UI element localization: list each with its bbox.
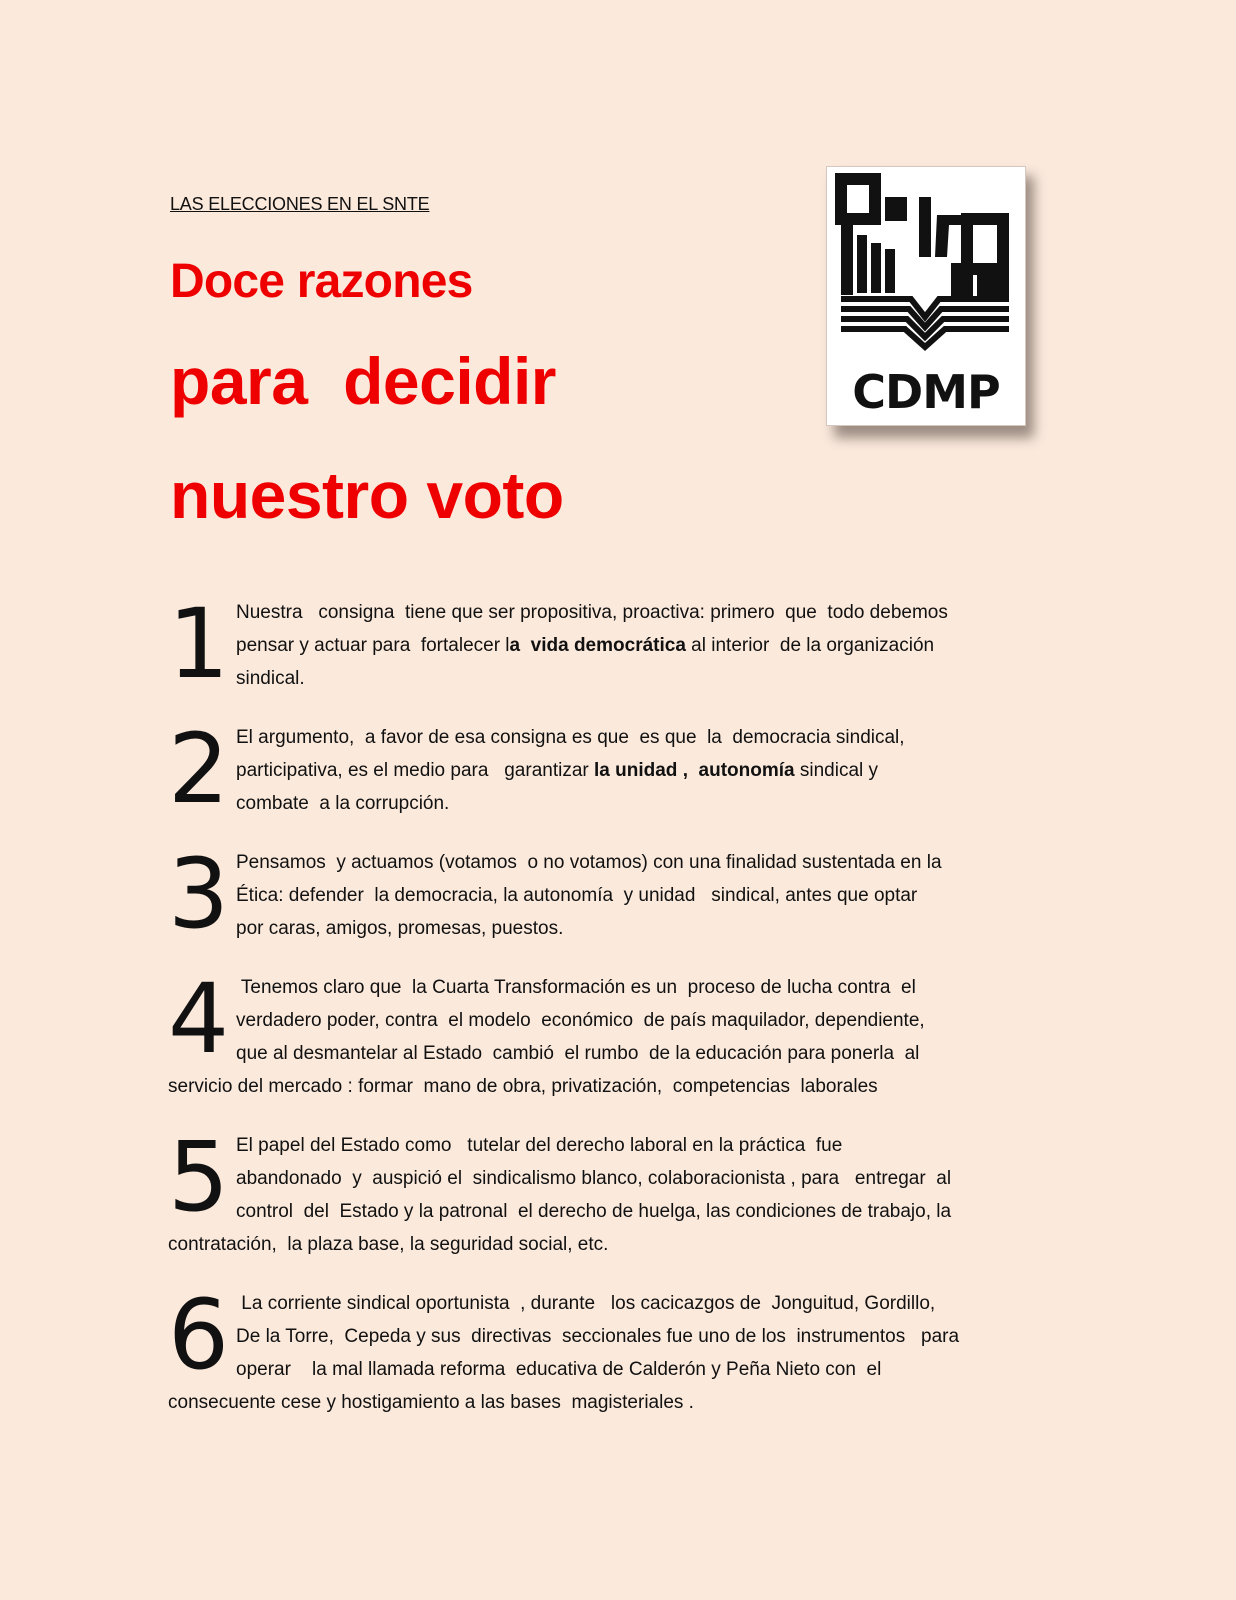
reason-line <box>168 971 1068 1004</box>
text-run: por caras, amigos, promesas, puestos. <box>236 918 564 939</box>
reason-line <box>168 1353 1068 1386</box>
reason-text <box>168 588 1068 700</box>
reason-item <box>168 588 1068 700</box>
reason-line <box>168 1195 1068 1228</box>
reason-line <box>168 846 1068 879</box>
reason-line <box>168 629 1068 662</box>
bold-text: a vida democrática <box>509 635 686 656</box>
reason-line <box>168 1070 1068 1103</box>
text-run: participativa, es el medio para garantizar <box>236 760 595 781</box>
text-run: pensar y actuar para fortalecer l <box>236 635 510 656</box>
text-run: combate a la corrupción. <box>236 793 450 814</box>
text-run: El papel del Estado como tutelar del derecho laboral en la práctica fue <box>236 1135 843 1156</box>
reason-line <box>168 662 1068 695</box>
text-run: que al desmantelar al Estado cambió el rumbo de la educación para ponerla al <box>236 1043 920 1064</box>
reason-line <box>168 754 1068 787</box>
reason-text <box>168 713 1068 825</box>
text-run: sindical y <box>794 760 879 781</box>
title-line-2: para decidir <box>170 344 556 418</box>
section-kicker: LAS ELECCIONES EN EL SNTE <box>170 194 430 214</box>
reason-line <box>168 787 1068 820</box>
reason-text <box>168 838 1068 950</box>
reason-number: 2 <box>168 713 230 825</box>
title-line-3: nuestro voto <box>170 458 564 532</box>
logo-text: CDMP <box>852 365 1000 419</box>
reason-item <box>168 713 1068 825</box>
reason-line <box>168 1162 1068 1195</box>
reason-line <box>168 1320 1068 1353</box>
reason-line <box>168 879 1068 912</box>
text-run: control del Estado y la patronal el derecho de huelga, las condiciones de trabajo, la <box>236 1201 952 1222</box>
reason-number: 5 <box>168 1121 230 1233</box>
reason-line <box>168 721 1068 754</box>
reason-line <box>168 1386 1068 1419</box>
text-run: De la Torre, Cepeda y sus directivas seccionales fue uno de los instrumentos para <box>236 1326 960 1347</box>
reason-number: 6 <box>168 1279 230 1391</box>
reason-line <box>168 1037 1068 1070</box>
text-run: operar la mal llamada reforma educativa de Calderón y Peña Nieto con el <box>236 1359 882 1380</box>
reason-line <box>168 1004 1068 1037</box>
reason-item <box>168 838 1068 950</box>
text-run: consecuente cese y hostigamiento a las bases magisteriales . <box>168 1392 694 1413</box>
text-run: Ética: defender la democracia, la autonomía y unidad sindical, antes que optar <box>236 885 918 906</box>
reason-line <box>168 1129 1068 1162</box>
text-run: servicio del mercado : formar mano de obra, privatización, competencias laborales <box>168 1076 878 1097</box>
title-line-1: Doce razones <box>170 255 473 308</box>
reason-line <box>168 1228 1068 1261</box>
reason-item <box>168 1121 1068 1261</box>
reason-item <box>168 963 1068 1103</box>
text-run: La corriente sindical oportunista , durante los cacicazgos de Jonguitud, Gordillo, <box>236 1293 936 1314</box>
reason-number: 3 <box>168 838 230 950</box>
logo-card <box>826 166 1026 426</box>
reason-text <box>168 1279 1068 1419</box>
reason-line <box>168 1287 1068 1320</box>
text-run: al interior de la organización <box>685 635 935 656</box>
reasons-list <box>168 588 1068 1445</box>
reason-line <box>168 912 1068 945</box>
text-run: abandonado y auspició el sindicalismo blanco, colaboracionista , para entregar al <box>236 1168 952 1189</box>
text-run: sindical. <box>236 668 305 689</box>
text-run: Tenemos claro que la Cuarta Transformación es un proceso de lucha contra el <box>236 977 916 998</box>
reason-line <box>168 596 1068 629</box>
reason-number: 4 <box>168 963 230 1075</box>
fist-book-icon <box>827 167 1025 367</box>
reason-text <box>168 1121 1068 1261</box>
text-run: El argumento, a favor de esa consigna es que es que la democracia sindical, <box>236 727 905 748</box>
cdmp-logo <box>826 166 1032 434</box>
reason-item <box>168 1279 1068 1419</box>
bold-text: la unidad , autonomía <box>594 760 795 781</box>
text-run: contratación, la plaza base, la seguridad social, etc. <box>168 1234 609 1255</box>
text-run: verdadero poder, contra el modelo económico de país maquilador, dependiente, <box>236 1010 925 1031</box>
reason-text <box>168 963 1068 1103</box>
text-run: Pensamos y actuamos (votamos o no votamos) con una finalidad sustentada en la <box>236 852 942 873</box>
text-run: Nuestra consigna tiene que ser propositiva, proactiva: primero que todo debemos <box>236 602 948 623</box>
reason-number: 1 <box>168 588 230 700</box>
